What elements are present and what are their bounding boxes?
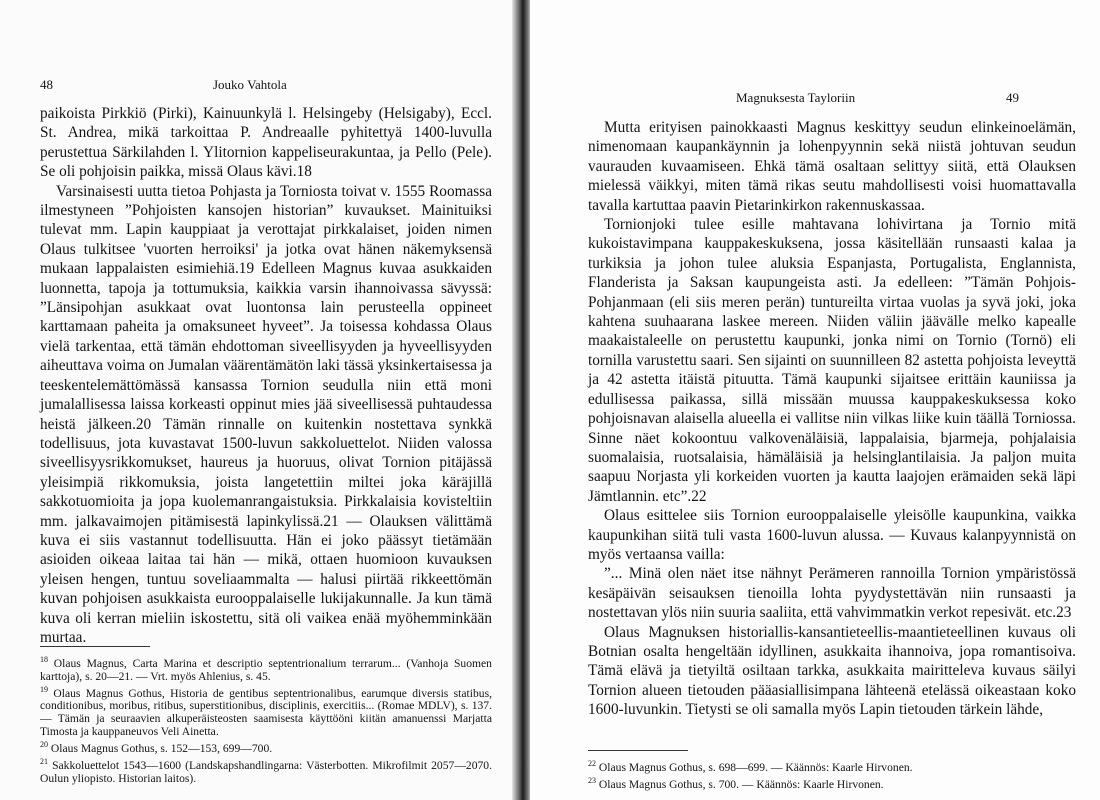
running-head: Jouko Vahtola: [213, 77, 287, 92]
footnote-text: Olaus Magnus Gothus, Historia de gentibus septentrionalibus, earumque diversis statibus, conditionibus, moribus, ritibus, superstitionibus, disciplinis, exercitiis... (Romae MDLV), s. 137. — Tämän ja seuraavien alkuperäisteosten saamisesta käyttööni kiitän amanuenssi Marjatta Timosta ja kauppaneuvos Veli Ainetta.: [40, 686, 492, 739]
left-page: [0, 0, 514, 800]
footnote-rule: [40, 646, 150, 647]
footnote-number: 22: [588, 759, 596, 768]
paragraph: Olaus esittelee siis Tornion eurooppalaiselle yleisölle kaupunkina, vaikka kaupunkihan siitä tuli vasta 1600-luvun alussa. — Kuvaus kalanpyynnistä on myös vertaansa vailla:: [588, 507, 1076, 563]
footnote-text: Olaus Magnus Gothus, s. 698—699. — Käännös: Kaarle Hirvonen.: [598, 760, 913, 774]
paragraph: Tornionjoki tulee esille mahtavana lohivirtana ja Tornio mitä kukoistavimpana kauppakeskuksena, jossa käsitellään runsaasti kalaa ja turkiksia ja johon tulee aluksia Espanjasta, Portugalista, Englannista, Flanderista ja Saksan kaupungeista asti. Ja edelleen: ”Tämän Pohjois-Pohjanmaan (eli siis meren perän) tuntureilta virtaa vuolas ja syvä joki, joka kahtena suuhaarana laskee mereen. Niiden väliin jäävälle melko kapealle maakaistaleelle on perustettu kaupunki, jonka nimi on Tornio (Tornö) eli tornilla varustettu saari. Sen sijainti on suunnilleen 82 astetta pohjoista leveyttä ja 42 astetta itäistä pituutta. Tämä kaupunki sijaitsee erittäin kauniissa ja edullisessa paikassa, sillä missään muussa kauppakeskuksessa koko pohjoisnavan alaisella alueella ei vallitse niin vilkas liike kuin täällä Torniossa. Sinne näet kokoontuu valkovenäläisiä, lappalaisia, bjarmeja, pohjalaisia suomalaisia, ruotsalaisia, hämäläisiä ja helsinglantilaisia. Ja paljon muita saapuu Norjasta yli korkeiden vuorten ja kautta laajojen erämaiden sekä läpi Jämtlannin. etc”.22: [588, 216, 1076, 505]
page-number: 49: [1006, 90, 1019, 105]
left-body-text: [40, 104, 492, 647]
right-page: [530, 0, 1100, 800]
paragraph: paikoista Pirkkiö (Pirki), Kainuunkylä l. Helsingeby (Helsigaby), Eccl. St. Andrea, mikä tarkoittaa P. Andreaalle pyhitettyä 1400-luvulla perustettua Särkilahden l. Ylitornion kappeliseurakuntaa, ja Pello (Pele). Se oli pohjoisin paikka, missä Olaus kävi.18: [40, 105, 492, 181]
footnote-text: Olaus Magnus Gothus, s. 700. — Käännös: Kaarle Hirvonen.: [598, 777, 884, 791]
footnote-number: 23: [588, 775, 596, 785]
right-body-text: [588, 118, 1076, 720]
footnote-number: 20: [40, 740, 48, 750]
footnote-text: Olaus Magnus, Carta Marina et descriptio septentrionalium terrarum... (Vanhoja Suomen karttoja), s. 20—21. — Vrt. myös Ahlenius, s. 45.: [40, 656, 492, 683]
footnote-number: 21: [40, 756, 48, 766]
right-footnotes: [588, 758, 1076, 792]
footnote: [40, 756, 492, 786]
footnote-number: 18: [40, 655, 48, 664]
left-footnotes: [40, 654, 492, 786]
footnote-text: Olaus Magnus Gothus, s. 152—153, 699—700.: [50, 742, 273, 756]
footnote: [588, 758, 1076, 775]
paragraph: Mutta erityisen painokkaasti Magnus keskittyy seudun elinkeinoelämän, nimenomaan kaupankäynnin ja lohenpyynnin sekä niistä johtuvan seudun vaurauden kuvaamiseen. Ehkä tämä osaltaan selittyy siitä, että Olauksen mielessä väikkyi, miten tämä rikas seutu mahdollisesti voisi huomattavalla tavalla kartuttaa paavin Pietarinkirkon rakennuskassaa.: [588, 119, 1076, 214]
page-number: 48: [40, 77, 53, 92]
footnote: [588, 775, 1076, 792]
footnote: [40, 739, 492, 756]
footnote: [40, 654, 492, 684]
footnote-rule: [588, 750, 688, 751]
paragraph: Olaus Magnuksen historiallis-kansantieteellis-maantieteellinen kuvaus oli Botnian osalta hengeltään idyllinen, asukkaita ihannoiva, jopa romantisoiva. Tämä elävä ja tietyiltä osiltaan tarkka, asukkaita mairitteleva kuvaus säilyi Tornion alueen tietouden pääasiallisimpana lähteenä etelässä oikeastaan koko 1600-luvunkin. Tietysti se oli samalla myös Lapin tietouden tärkein lähde,: [588, 623, 1076, 719]
book-gutter-shadow: [512, 0, 532, 800]
paragraph: Varsinaisesti uutta tietoa Pohjasta ja Torniosta toivat v. 1555 Roomassa ilmestyneen ”Pohjoisten kansojen historian” kuvaukset. Mainituiksi tulevat mm. Lapin kauppiaat ja verottajat pirkkalaiset, joiden nimen Olaus tulkitsee 'vuorten herroiksi' ja jotka ovat hänen näkemyksensä mukaan lappalaisten esimiehiä.19 Edelleen Magnus kuvaa asukkaiden luonnetta, tapoja ja tottumuksia, kaikkia varsin ihannoivassa sävyssä: ”Länsipohjan asukkaat ovat luontonsa lain perusteella oppineet karttamaan paheita ja omaksuneet hyveet”. Ja toisessa kohdassa Olaus vielä tarkentaa, että tämän ehdottoman siveellisyyden ja hyveellisyyden aiheuttava voima on Jumalan väärentämätön laki tässä yksinkertaisessa ja teeskentelemättömässä kansassa Tornion seudulla niin että moni jumalallisessa laissa korkeasti oppinut mies jää siveellisessä puhtaudessa heistä jälkeen.20 Tämän rinnalle on kuitenkin nostettava synkkä todellisuus, jota kuvastavat 1500-luvun sakkoluettelot. Niiden valossa siveellisyysrikkomukset, haureus ja huoruus, olivat Tornion pitäjässä yleisimpiä rikkomuksia, joista langetettiin miltei joka käräjillä sakkotuomioita ja jopa kuolemanrangaistuksia. Pirkkalaisia kovisteltiin mm. jalkavaimojen pitämisestä lapinkylissä.21 — Olauksen välittämä kuva ei siis vastannut todellisuutta. Hän ei joko päässyt tietämään asioiden oikeaa laitaa tai hän — mikä, ottaen huomioon kuvauksen yleisen hengen, tuntuu soveliaammalta — halusi piirtää rikkeettömän kuvan pohjoisen asukkaista eurooppalaiselle lukijakunnalle. Ja kun tämä kuva oli kerran mieliin iskostettu, sitä oli vaikea enää myöhemminkään murtaa.: [40, 182, 492, 646]
footnote-text: Sakkoluettelot 1543—1600 (Landskapshandlingarna: Västerbotten. Mikrofilmit 2057—2070. Oulun yliopisto. Historian laitos).: [40, 758, 492, 785]
running-head: Magnuksesta Tayloriin: [736, 90, 856, 105]
footnote: [40, 684, 492, 739]
paragraph: ”... Minä olen näet itse nähnyt Perämeren rannoilla Tornion ympäristössä kesäpäivän seisauksen tienoilla lohta pyydystettävän niin runsaasti ja nostettavan ylös niin suuria saaliita, että vahvimmatkin verkot repesivät. etc.23: [588, 565, 1076, 622]
footnote-number: 19: [40, 684, 48, 694]
